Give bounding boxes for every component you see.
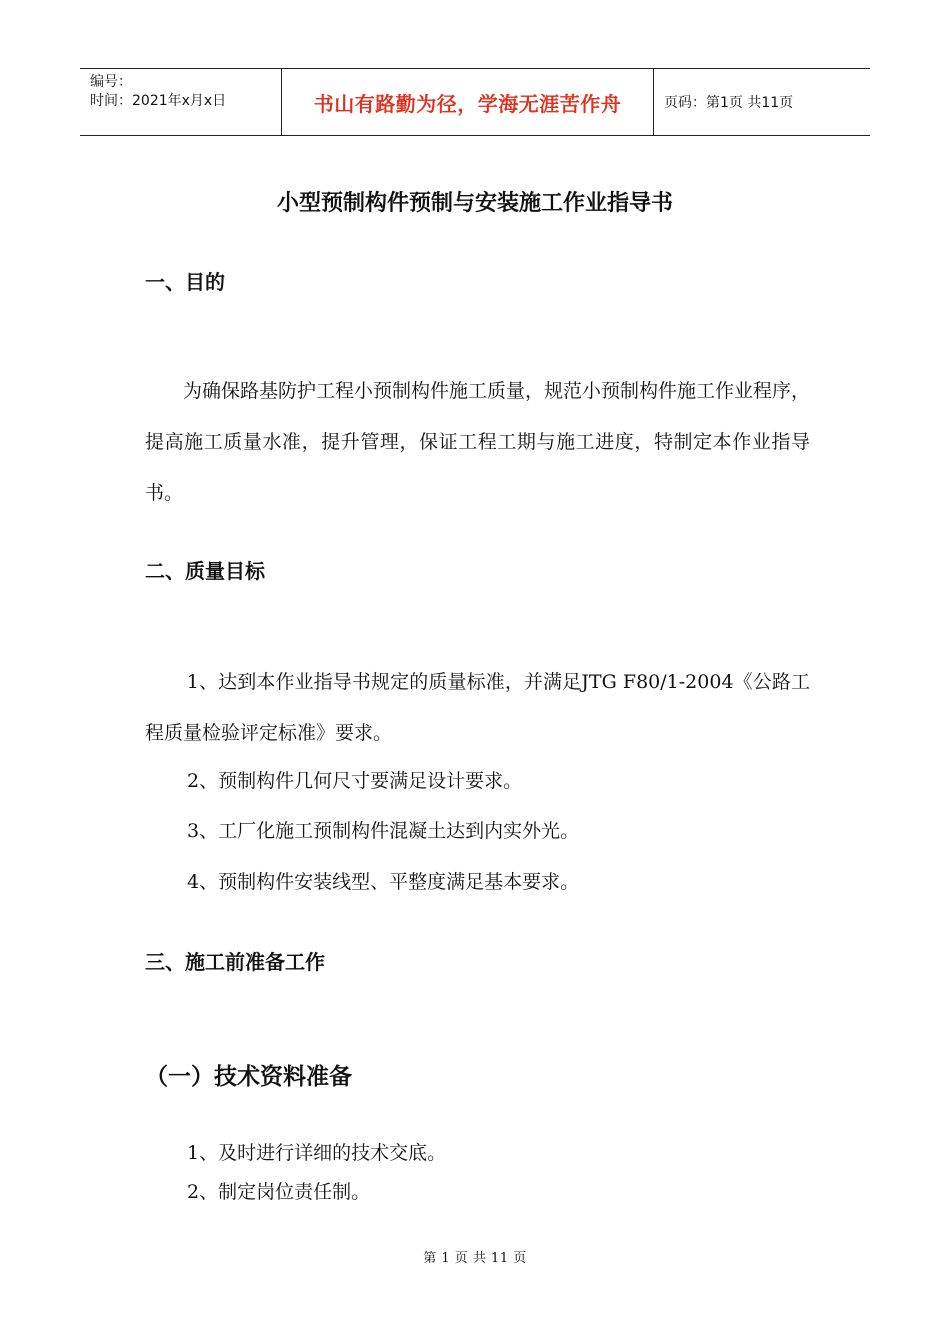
document-number-label: 编号： (90, 74, 132, 90)
header-page-info: 页码：第1页 共11页 (664, 95, 794, 111)
quality-goal-item-2: 2、预制构件几何尺寸要满足设计要求。 (187, 770, 523, 792)
section-heading-purpose: 一、目的 (145, 270, 225, 294)
page-header (80, 68, 870, 136)
technical-docs-item-1: 1、及时进行详细的技术交底。 (187, 1142, 447, 1164)
quality-goal-item-1: 1、达到本作业指导书规定的质量标准，并满足JTG F80/1-2004《公路工程质量检验评定标准》要求。 (145, 671, 810, 744)
header-motto: 书山有路勤为径，学海无涯苦作舟 (282, 69, 654, 135)
technical-docs-item-2: 2、制定岗位责任制。 (187, 1181, 371, 1203)
document-date: 时间：2021年x月x日 (90, 93, 227, 109)
purpose-paragraph: 为确保路基防护工程小预制构件施工质量，规范小预制构件施工作业程序，提高施工质量水准，提升管理，保证工程工期与施工进度，特制定本作业指导书。 (145, 380, 811, 504)
header-meta (80, 69, 282, 135)
section-heading-preparation: 三、施工前准备工作 (145, 950, 325, 974)
document-title: 小型预制构件预制与安装施工作业指导书 (276, 191, 673, 216)
page-footer: 第 1 页 共 11 页 (423, 1251, 527, 1266)
subsection-heading-technical-docs: （一）技术资料准备 (145, 1064, 352, 1090)
quality-goal-item-3: 3、工厂化施工预制构件混凝土达到内实外光。 (187, 820, 580, 842)
section-heading-quality-goals: 二、质量目标 (145, 559, 265, 583)
quality-goal-item-4: 4、预制构件安装线型、平整度满足基本要求。 (187, 871, 580, 893)
